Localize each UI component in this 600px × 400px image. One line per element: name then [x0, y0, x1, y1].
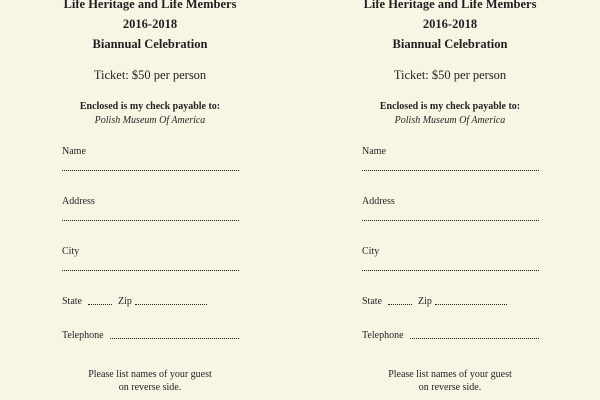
address-label: Address — [62, 196, 95, 207]
telephone-field[interactable] — [110, 338, 239, 339]
state-label: State — [362, 296, 382, 307]
ticket-form-right — [300, 0, 540, 400]
zip-label: Zip — [118, 296, 132, 307]
city-field[interactable] — [362, 270, 539, 271]
zip-field[interactable] — [135, 304, 207, 305]
payee-name: Polish Museum Of America — [394, 115, 506, 126]
ticket-price: Ticket: $50 per person — [93, 68, 207, 82]
city-label: City — [362, 246, 380, 257]
ticket-form-left — [0, 0, 240, 400]
form-title-line3: Biannual Celebration — [392, 37, 508, 51]
telephone-field[interactable] — [410, 338, 539, 339]
guest-note-line1: Please list names of your guest — [388, 369, 512, 380]
form-title-line1: Life Heritage and Life Members — [63, 0, 237, 11]
form-title-line1: Life Heritage and Life Members — [363, 0, 537, 11]
telephone-label: Telephone — [62, 330, 104, 341]
form-title-line2: 2016-2018 — [422, 17, 478, 31]
name-label: Name — [362, 146, 386, 157]
state-label: State — [62, 296, 82, 307]
payable-instruction: Enclosed is my check payable to: — [79, 101, 221, 112]
guest-note-line1: Please list names of your guest — [88, 369, 212, 380]
address-label: Address — [362, 196, 395, 207]
name-field[interactable] — [62, 170, 239, 171]
guest-note-line2: on reverse side. — [418, 382, 482, 393]
city-field[interactable] — [62, 270, 239, 271]
name-field[interactable] — [362, 170, 539, 171]
payable-instruction: Enclosed is my check payable to: — [379, 101, 521, 112]
city-label: City — [62, 246, 80, 257]
zip-field[interactable] — [435, 304, 507, 305]
telephone-label: Telephone — [362, 330, 404, 341]
address-field[interactable] — [62, 220, 239, 221]
form-title-line3: Biannual Celebration — [92, 37, 208, 51]
address-field[interactable] — [362, 220, 539, 221]
zip-label: Zip — [418, 296, 432, 307]
name-label: Name — [62, 146, 86, 157]
guest-note-line2: on reverse side. — [118, 382, 182, 393]
ticket-price: Ticket: $50 per person — [393, 68, 507, 82]
state-field[interactable] — [388, 304, 412, 305]
state-field[interactable] — [88, 304, 112, 305]
payee-name: Polish Museum Of America — [94, 115, 206, 126]
form-title-line2: 2016-2018 — [122, 17, 178, 31]
